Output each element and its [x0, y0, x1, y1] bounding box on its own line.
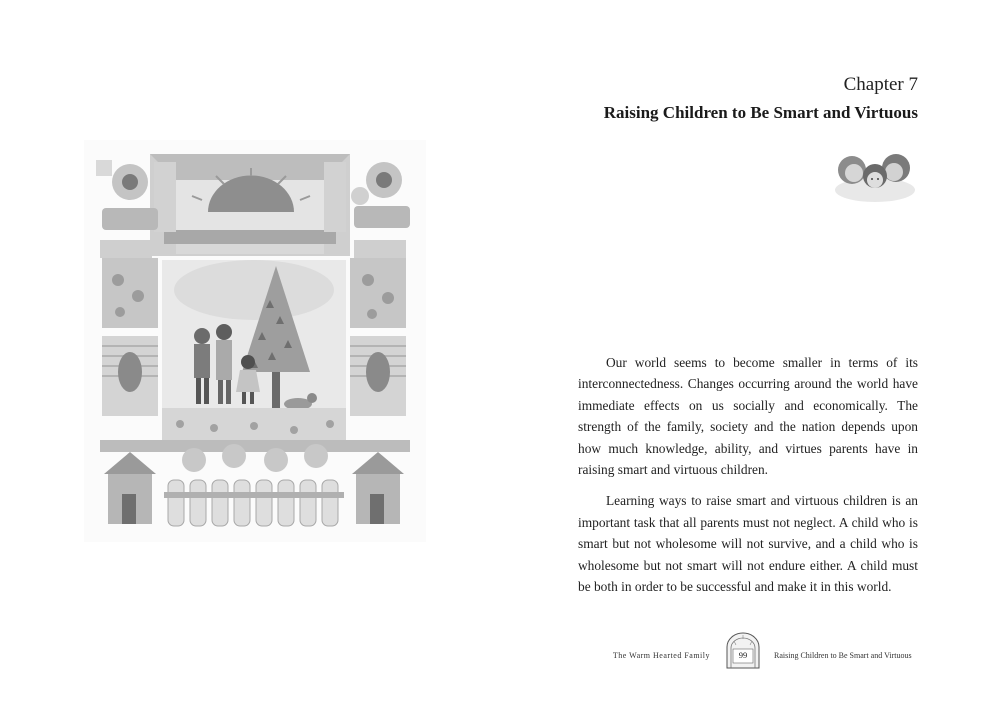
chapter-label: Chapter 7 [843, 74, 918, 95]
central-scene [162, 260, 346, 440]
page-number: 99 [738, 650, 748, 660]
footer-chapter-title: Raising Children to Be Smart and Virtuous [774, 651, 912, 660]
chapter-title: Raising Children to Be Smart and Virtuous [603, 103, 918, 122]
body-paragraph: Our world seems to become smaller in terms of its interconnectedness. Changes occurring around the world have immediate effects on us socially and economically. The strength of the family, society and the nation depends upon how much knowledge, ability, and virtues parents have in raising smart and virtuous children. [578, 355, 918, 478]
family-faces-icon [832, 140, 918, 206]
chapter-body [578, 352, 918, 607]
sun-banner [150, 154, 350, 256]
footer-book-title: The Warm Hearted Family [612, 651, 710, 660]
family-illustration [84, 140, 426, 542]
body-paragraph: Learning ways to raise smart and virtuous children is an important task that all parents must not neglect. A child who is smart but not wholesome will not survive, and a child who is wholesome but not smart will not endure either. A child must be both in order to be successful and make it in this world. [578, 493, 918, 595]
